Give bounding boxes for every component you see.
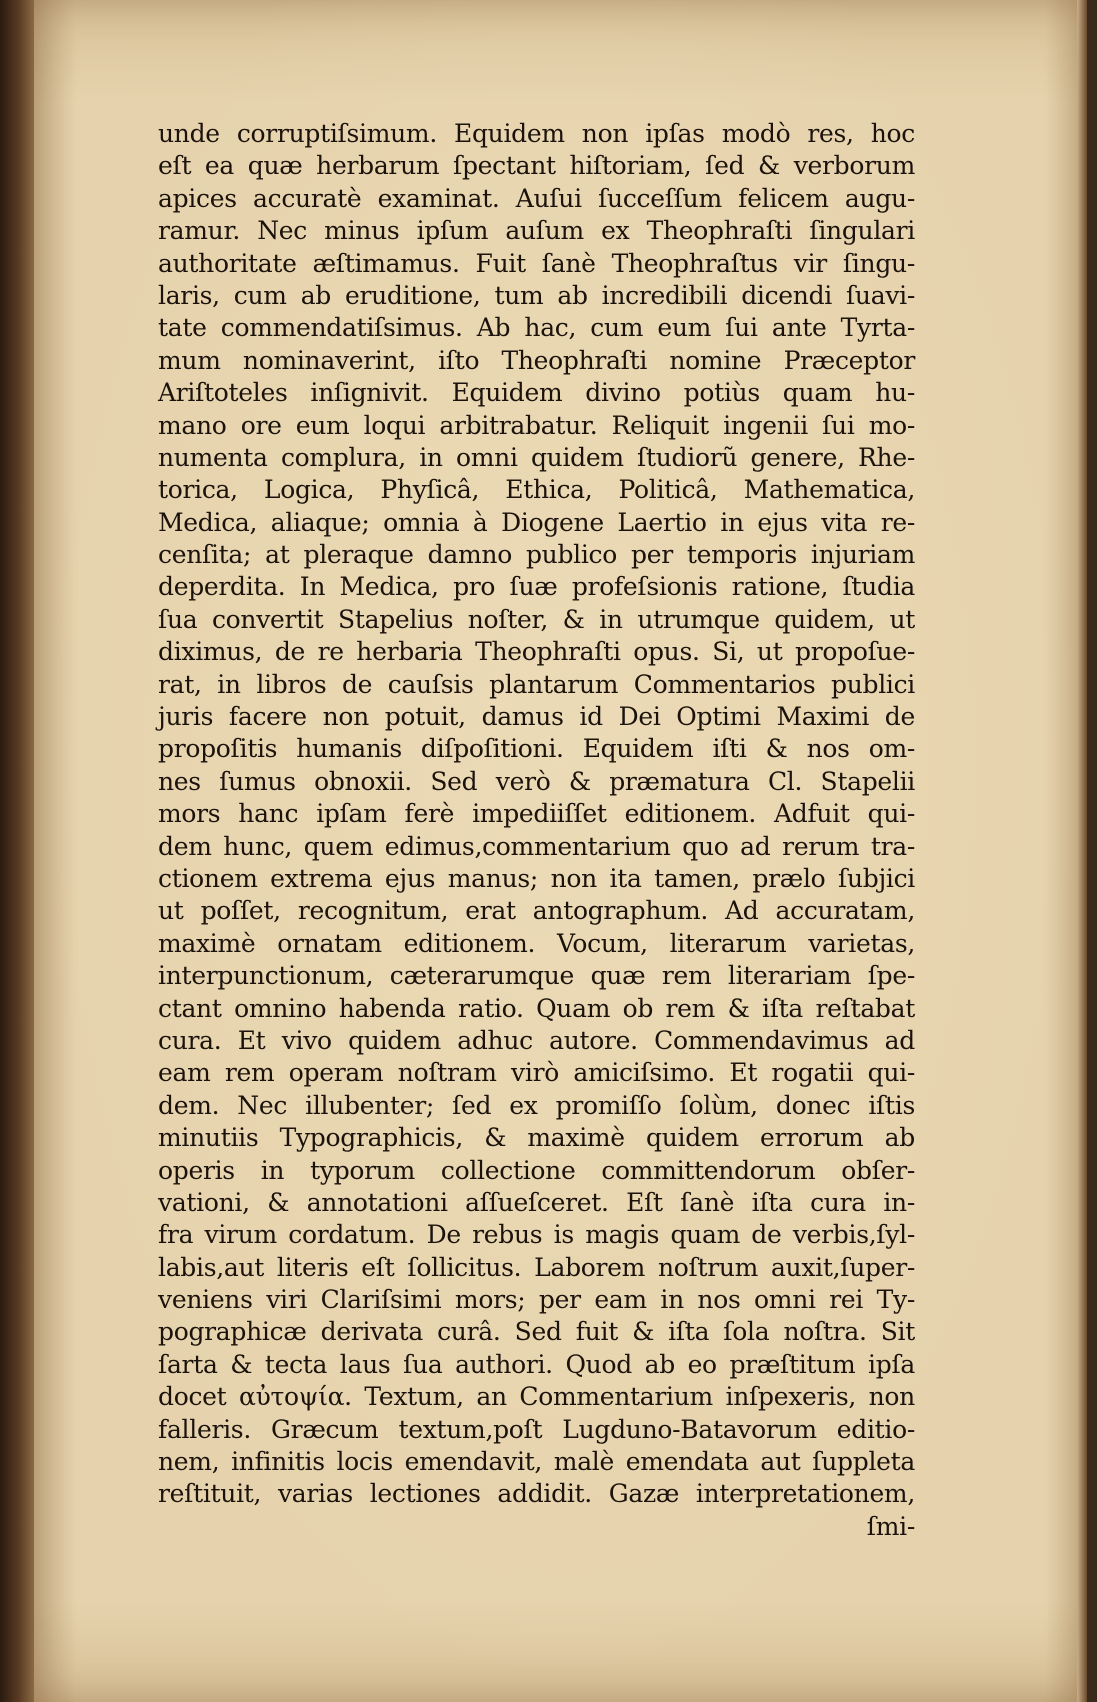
text-line: mano ore eum loqui arbitrabatur. Reliquit ingenii ſui mo- — [158, 410, 915, 440]
text-line: juris facere non potuit, damus id Dei Optimi Maximi de — [158, 702, 915, 732]
text-line: deperdita. In Medica, pro ſuæ profeſsionis ratione, ſtudia — [158, 572, 915, 602]
text-line: pographicæ derivata curâ. Sed fuit & iſta ſola noſtra. Sit — [158, 1317, 915, 1347]
text-line: mum nominaverint, iſto Theophraſti nomine Præceptor — [158, 345, 915, 375]
text-line: docet αὐτοψία. Textum, an Commentarium inſpexeris, non — [158, 1382, 915, 1412]
text-line: vationi, & annotationi aſſueſceret. Eſt ſanè iſta cura in- — [158, 1187, 915, 1217]
text-line: diximus, de re herbaria Theophraſti opus. Si, ut propoſue- — [158, 637, 915, 667]
text-line: propoſitis humanis diſpoſitioni. Equidem iſti & nos om- — [158, 734, 915, 764]
text-line: laris, cum ab eruditione, tum ab incredibili dicendi ſuavi- — [158, 280, 915, 310]
text-line: ſua convertit Stapelius noſter, & in utrumque quidem, ut — [158, 604, 915, 634]
text-line: ramur. Nec minus ipſum auſum ex Theophraſti ſingulari — [158, 216, 915, 246]
text-line: ctant omnino habenda ratio. Quam ob rem & iſta reſtabat — [158, 993, 915, 1023]
text-line: apices accuratè examinat. Auſui ſucceſſum felicem augu- — [158, 183, 915, 213]
text-line: nes ſumus obnoxii. Sed verò & præmatura Cl. Stapelii — [158, 766, 915, 796]
text-line: minutiis Typographicis, & maximè quidem errorum ab — [158, 1123, 915, 1153]
text-line: interpunctionum, cæterarumque quæ rem literariam ſpe- — [158, 961, 915, 991]
text-line: Ariſtoteles inſignivit. Equidem divino potiùs quam hu- — [158, 378, 915, 408]
text-line: fra virum cordatum. De rebus is magis quam de verbis,ſyl- — [158, 1220, 915, 1250]
text-line: Medica, aliaque; omnia à Diogene Laertio in ejus vita re- — [158, 507, 915, 537]
text-line: cenſita; at pleraque damno publico per temporis injuriam — [158, 540, 915, 570]
text-line: torica, Logica, Phyſicâ, Ethica, Politicâ, Mathematica, — [158, 475, 915, 505]
text-line: ctionem extrema ejus manus; non ita tamen, prælo ſubjici — [158, 863, 915, 893]
text-line: authoritate æſtimamus. Fuit ſanè Theophraſtus vir ſingu- — [158, 248, 915, 278]
text-line: cura. Et vivo quidem adhuc autore. Commendavimus ad — [158, 1025, 915, 1055]
text-line: nem, infinitis locis emendavit, malè emendata aut ſuppleta — [158, 1447, 915, 1477]
text-line: unde corruptiſsimum. Equidem non ipſas modò res, hoc — [158, 119, 915, 148]
text-line: labis,aut literis eſt ſollicitus. Laborem noſtrum auxit,ſuper- — [158, 1252, 915, 1282]
page-edge — [1077, 0, 1087, 1702]
catchword: ſmi- — [866, 1511, 915, 1541]
text-line: tate commendatiſsimus. Ab hac, cum eum ſui ante Tyrta- — [158, 313, 915, 343]
text-line: rat, in libros de cauſsis plantarum Commentarios publici — [158, 669, 915, 699]
text-line: operis in typorum collectione committendorum obſer- — [158, 1155, 915, 1185]
text-line: ut poſſet, recognitum, erat antographum. Ad accuratam, — [158, 896, 915, 926]
text-line: maximè ornatam editionem. Vocum, literarum varietas, — [158, 928, 915, 958]
text-line: eam rem operam noſtram virò amiciſsimo. Et rogatii qui- — [158, 1058, 915, 1088]
text-line: falleris. Græcum textum,poſt Lugduno-Batavorum editio- — [158, 1414, 915, 1444]
text-line: mors hanc ipſam ferè impediiſſet editionem. Adfuit qui- — [158, 799, 915, 829]
text-line: numenta complura, in omni quidem ſtudiorũ genere, Rhe- — [158, 442, 915, 472]
book-spine — [0, 0, 34, 1702]
text-line: eſt ea quæ herbarum ſpectant hiſtoriam, ſed & verborum — [158, 151, 915, 181]
body-text — [158, 118, 915, 1543]
text-line: reſtituit, varias lectiones addidit. Gazæ interpretationem, — [158, 1479, 915, 1509]
text-line: dem. Nec illubenter; ſed ex promiſſo ſolùm, donec iſtis — [158, 1090, 915, 1120]
text-line: dem hunc, quem edimus,commentarium quo ad rerum tra- — [158, 831, 915, 861]
text-line: veniens viri Clariſsimi mors; per eam in nos omni rei Ty- — [158, 1285, 915, 1315]
text-line: ſarta & tecta laus ſua authori. Quod ab eo præſtitum ipſa — [158, 1349, 915, 1379]
